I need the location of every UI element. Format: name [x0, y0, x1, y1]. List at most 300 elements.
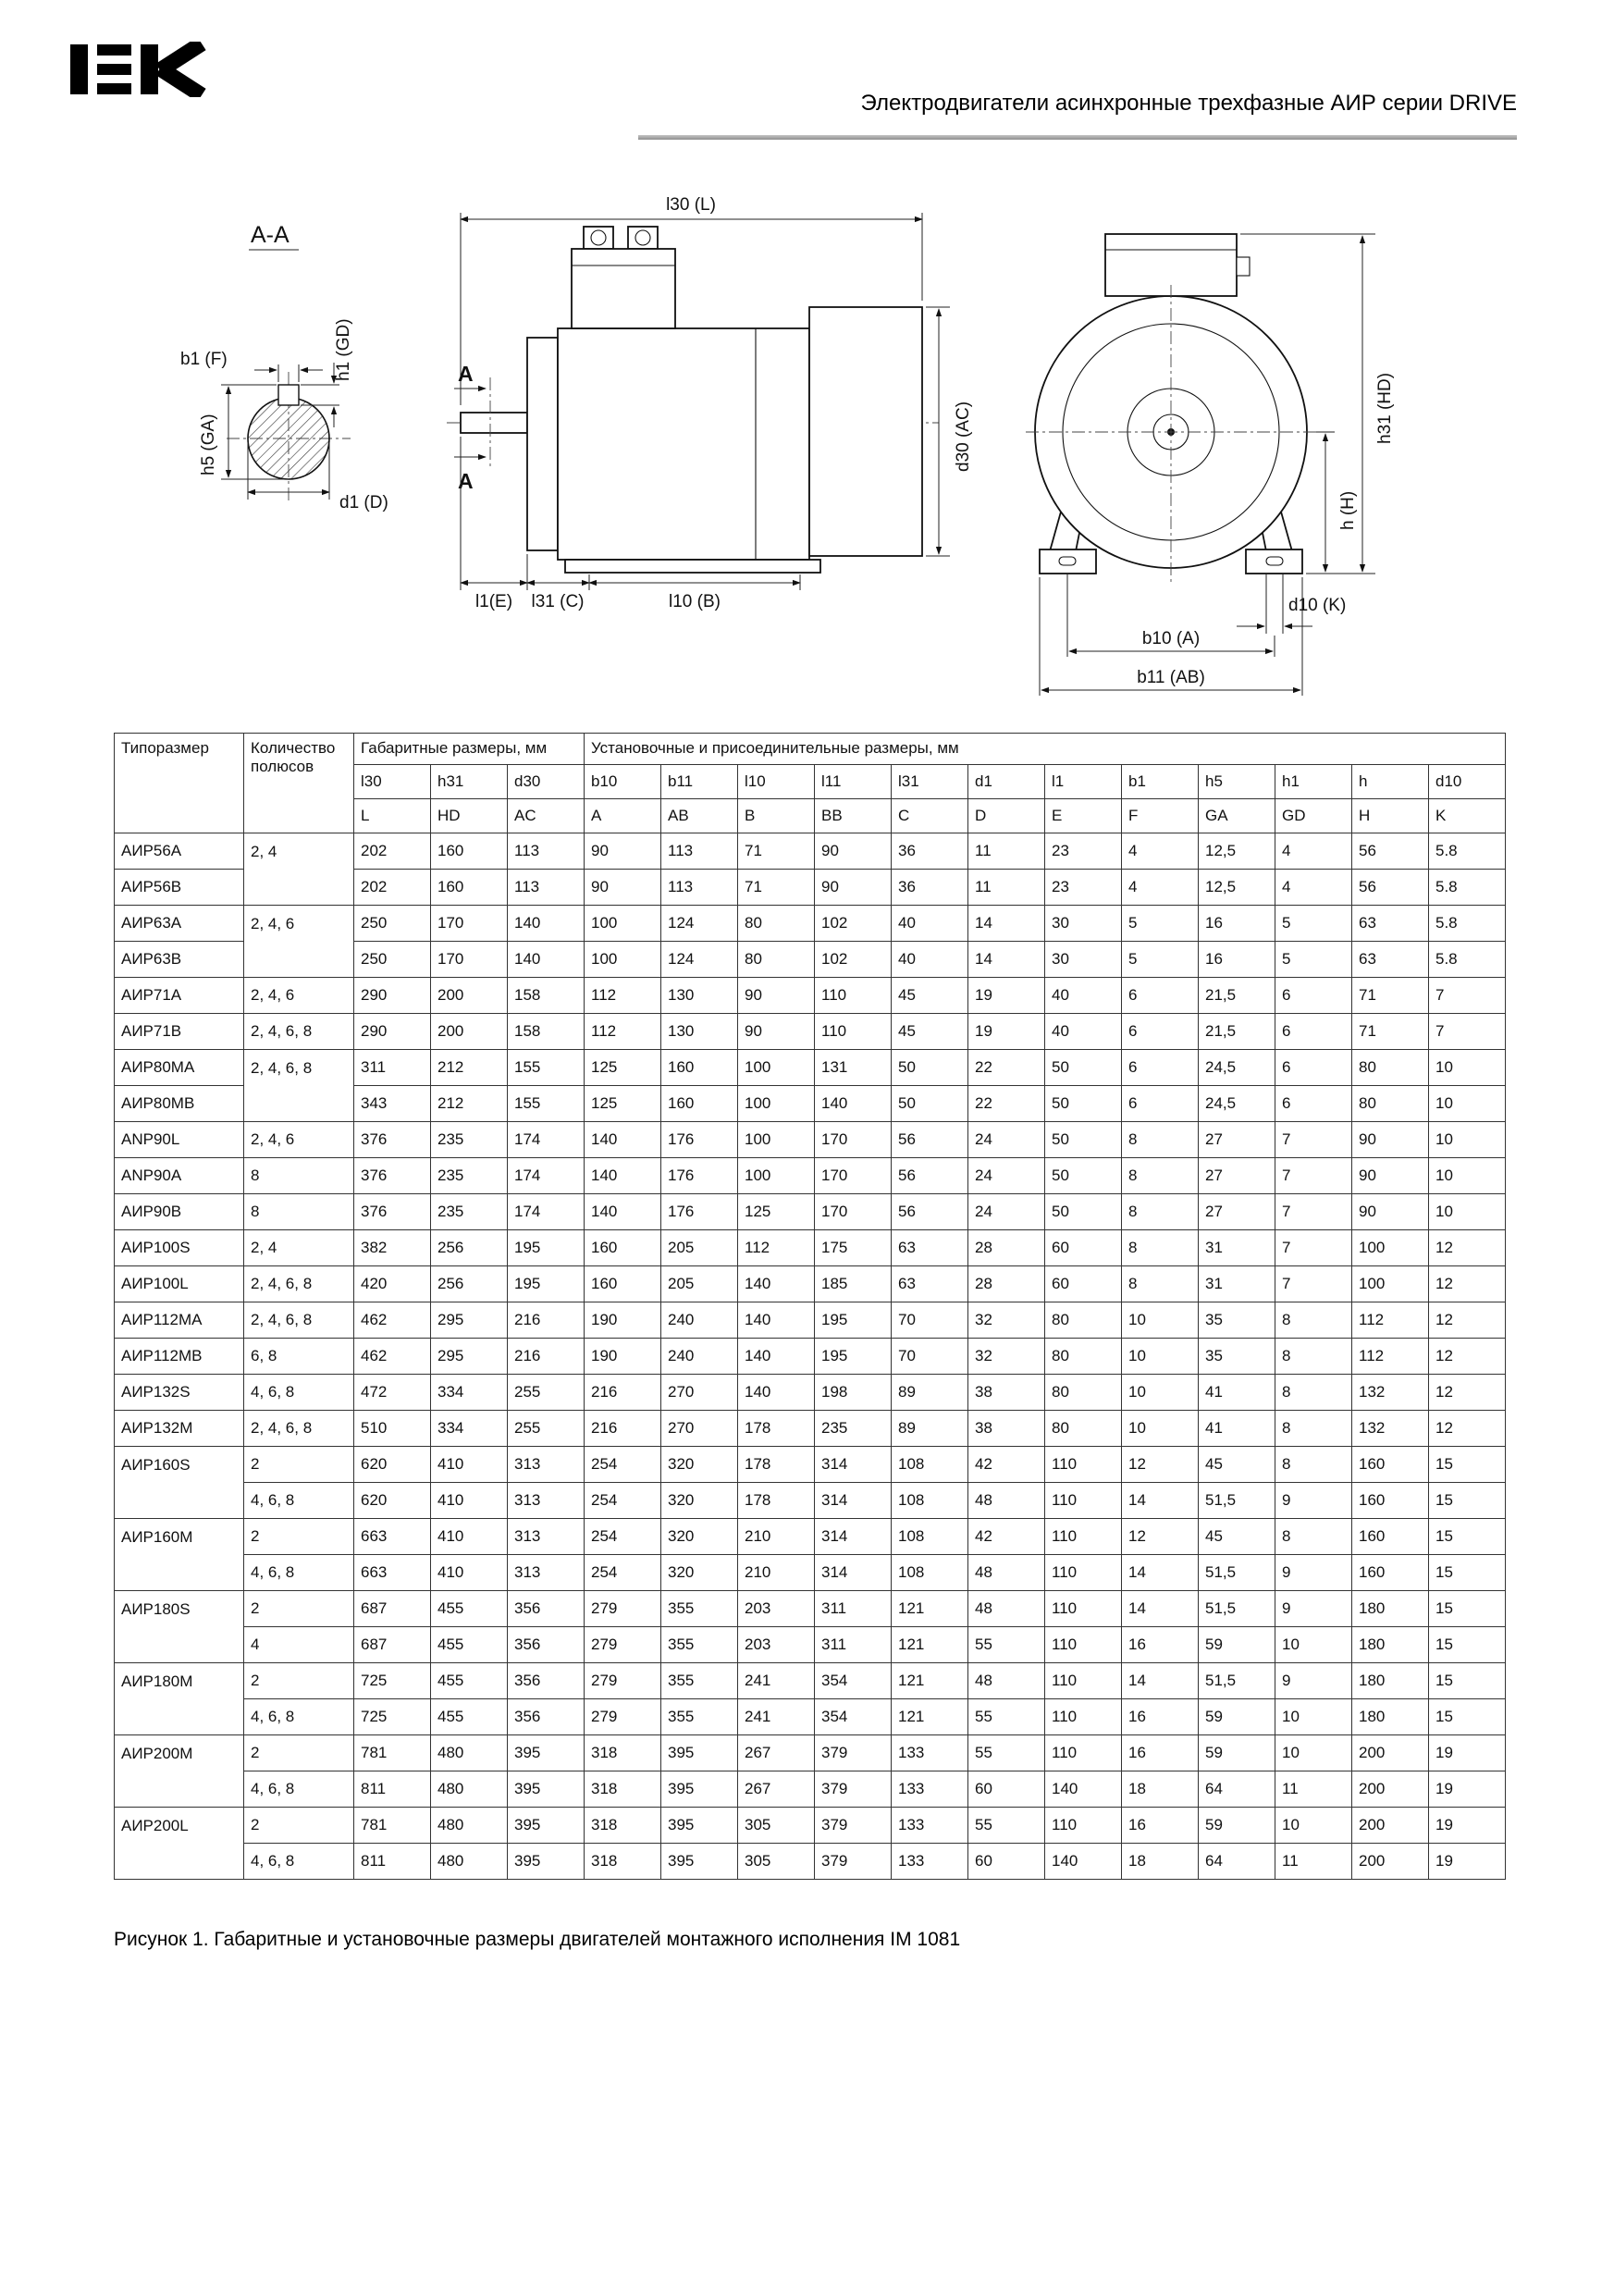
value-cell: 160 — [431, 833, 508, 870]
value-cell: 480 — [431, 1844, 508, 1880]
value-cell: 28 — [968, 1230, 1045, 1266]
value-cell: 160 — [1352, 1519, 1429, 1555]
value-cell: 140 — [815, 1086, 892, 1122]
value-cell: 19 — [1429, 1735, 1506, 1771]
dim-symbol-cell: l31 — [892, 765, 968, 799]
value-cell: 160 — [1352, 1555, 1429, 1591]
shaft-section-circle — [248, 398, 329, 479]
table-row — [115, 1122, 1506, 1158]
value-cell: 90 — [738, 978, 815, 1014]
front-end-shield — [527, 338, 558, 550]
section-mark-a-top: А — [458, 362, 474, 386]
table-row — [115, 1447, 1506, 1483]
value-cell: 295 — [431, 1339, 508, 1375]
value-cell: 9 — [1275, 1591, 1352, 1627]
value-cell: 355 — [661, 1663, 738, 1699]
value-cell: 110 — [1045, 1555, 1122, 1591]
value-cell: 334 — [431, 1411, 508, 1447]
value-cell: 59 — [1199, 1735, 1275, 1771]
value-cell: 725 — [354, 1699, 431, 1735]
value-cell: 176 — [661, 1194, 738, 1230]
poles-cell: 4, 6, 8 — [244, 1771, 354, 1808]
value-cell: 110 — [1045, 1627, 1122, 1663]
value-cell: 38 — [968, 1375, 1045, 1411]
typesize-cell: ANP90L — [115, 1122, 244, 1158]
terminal-box-gland — [1237, 257, 1250, 276]
value-cell: 27 — [1199, 1158, 1275, 1194]
value-cell: 12 — [1429, 1266, 1506, 1302]
typesize-cell: АИР180М — [115, 1663, 244, 1735]
value-cell: 132 — [1352, 1411, 1429, 1447]
dim-letter-cell: C — [892, 799, 968, 833]
value-cell: 16 — [1122, 1808, 1199, 1844]
value-cell: 200 — [1352, 1808, 1429, 1844]
value-cell: 10 — [1275, 1699, 1352, 1735]
value-cell: 108 — [892, 1555, 968, 1591]
dim-symbol-cell: d1 — [968, 765, 1045, 799]
value-cell: 80 — [1352, 1050, 1429, 1086]
value-cell: 70 — [892, 1302, 968, 1339]
value-cell: 89 — [892, 1411, 968, 1447]
value-cell: 250 — [354, 942, 431, 978]
value-cell: 48 — [968, 1663, 1045, 1699]
value-cell: 10 — [1429, 1158, 1506, 1194]
motor-shaft — [461, 413, 527, 433]
value-cell: 7 — [1275, 1158, 1352, 1194]
value-cell: 9 — [1275, 1483, 1352, 1519]
value-cell: 56 — [1352, 870, 1429, 906]
value-cell: 63 — [1352, 906, 1429, 942]
value-cell: 100 — [738, 1158, 815, 1194]
value-cell: 158 — [508, 978, 585, 1014]
value-cell: 480 — [431, 1735, 508, 1771]
table-row — [115, 1663, 1506, 1699]
value-cell: 395 — [661, 1771, 738, 1808]
value-cell: 125 — [738, 1194, 815, 1230]
value-cell: 11 — [968, 870, 1045, 906]
table-row — [115, 1302, 1506, 1339]
table-row — [115, 833, 1506, 870]
value-cell: 7 — [1275, 1266, 1352, 1302]
value-cell: 60 — [968, 1844, 1045, 1880]
value-cell: 311 — [815, 1627, 892, 1663]
typesize-cell: АИР112МВ — [115, 1339, 244, 1375]
value-cell: 11 — [1275, 1771, 1352, 1808]
table-row — [115, 1339, 1506, 1375]
value-cell: 195 — [815, 1302, 892, 1339]
value-cell: 121 — [892, 1699, 968, 1735]
value-cell: 140 — [738, 1302, 815, 1339]
value-cell: 510 — [354, 1411, 431, 1447]
value-cell: 205 — [661, 1230, 738, 1266]
value-cell: 51,5 — [1199, 1555, 1275, 1591]
dimensions-table — [114, 733, 1506, 1880]
value-cell: 31 — [1199, 1266, 1275, 1302]
poles-cell: 2 — [244, 1519, 354, 1555]
typesize-cell: АИР71А — [115, 978, 244, 1014]
value-cell: 48 — [968, 1483, 1045, 1519]
value-cell: 170 — [815, 1122, 892, 1158]
typesize-cell: АИР200М — [115, 1735, 244, 1808]
motor-body — [558, 328, 809, 560]
dim-label-l10: l10 (B) — [669, 592, 721, 611]
value-cell: 36 — [892, 833, 968, 870]
right-foot-slot — [1266, 557, 1283, 565]
value-cell: 90 — [738, 1014, 815, 1050]
value-cell: 90 — [585, 870, 661, 906]
value-cell: 235 — [431, 1158, 508, 1194]
value-cell: 267 — [738, 1735, 815, 1771]
value-cell: 379 — [815, 1771, 892, 1808]
value-cell: 6 — [1275, 1050, 1352, 1086]
value-cell: 132 — [1352, 1375, 1429, 1411]
typesize-cell: АИР56А — [115, 833, 244, 870]
value-cell: 130 — [661, 1014, 738, 1050]
dim-symbol-cell: h5 — [1199, 765, 1275, 799]
typesize-cell: АИР63А — [115, 906, 244, 942]
value-cell: 30 — [1045, 942, 1122, 978]
value-cell: 21,5 — [1199, 1014, 1275, 1050]
value-cell: 314 — [815, 1555, 892, 1591]
typesize-cell: АИР200L — [115, 1808, 244, 1880]
left-foot-slot — [1059, 557, 1076, 565]
value-cell: 100 — [585, 942, 661, 978]
value-cell: 7 — [1275, 1230, 1352, 1266]
value-cell: 18 — [1122, 1771, 1199, 1808]
value-cell: 318 — [585, 1771, 661, 1808]
value-cell: 14 — [1122, 1555, 1199, 1591]
value-cell: 5 — [1122, 906, 1199, 942]
value-cell: 108 — [892, 1519, 968, 1555]
value-cell: 320 — [661, 1555, 738, 1591]
figure-caption: Рисунок 1. Габаритные и установочные размеры двигателей монтажного исполнения IM 1081 — [114, 1929, 961, 1950]
value-cell: 725 — [354, 1663, 431, 1699]
poles-cell: 2, 4, 6 — [244, 906, 354, 978]
value-cell: 216 — [508, 1302, 585, 1339]
value-cell: 313 — [508, 1519, 585, 1555]
poles-cell: 4, 6, 8 — [244, 1699, 354, 1735]
value-cell: 12,5 — [1199, 833, 1275, 870]
value-cell: 59 — [1199, 1627, 1275, 1663]
value-cell: 110 — [1045, 1483, 1122, 1519]
typesize-cell: АИР100S — [115, 1230, 244, 1266]
value-cell: 140 — [585, 1122, 661, 1158]
value-cell: 89 — [892, 1375, 968, 1411]
dim-letter-cell: AC — [508, 799, 585, 833]
value-cell: 7 — [1429, 978, 1506, 1014]
value-cell: 254 — [585, 1519, 661, 1555]
value-cell: 176 — [661, 1122, 738, 1158]
value-cell: 8 — [1275, 1339, 1352, 1375]
value-cell: 71 — [1352, 978, 1429, 1014]
value-cell: 455 — [431, 1663, 508, 1699]
dim-symbol-cell: d10 — [1429, 765, 1506, 799]
value-cell: 160 — [661, 1086, 738, 1122]
value-cell: 63 — [1352, 942, 1429, 978]
value-cell: 64 — [1199, 1771, 1275, 1808]
value-cell: 10 — [1429, 1050, 1506, 1086]
value-cell: 130 — [661, 978, 738, 1014]
value-cell: 133 — [892, 1771, 968, 1808]
value-cell: 379 — [815, 1808, 892, 1844]
value-cell: 102 — [815, 942, 892, 978]
value-cell: 12 — [1122, 1519, 1199, 1555]
value-cell: 110 — [1045, 1808, 1122, 1844]
value-cell: 200 — [1352, 1735, 1429, 1771]
value-cell: 395 — [508, 1771, 585, 1808]
value-cell: 124 — [661, 906, 738, 942]
value-cell: 90 — [1352, 1194, 1429, 1230]
value-cell: 4 — [1275, 870, 1352, 906]
table-row — [115, 1627, 1506, 1663]
table-row — [115, 1014, 1506, 1050]
dim-letter-cell: HD — [431, 799, 508, 833]
value-cell: 235 — [431, 1122, 508, 1158]
value-cell: 70 — [892, 1339, 968, 1375]
header-overall-group: Габаритные размеры, мм — [354, 734, 585, 765]
value-cell: 687 — [354, 1591, 431, 1627]
value-cell: 267 — [738, 1771, 815, 1808]
value-cell: 8 — [1275, 1411, 1352, 1447]
value-cell: 216 — [585, 1411, 661, 1447]
value-cell: 90 — [1352, 1158, 1429, 1194]
table-body — [115, 833, 1506, 1880]
value-cell: 5 — [1275, 942, 1352, 978]
table-row — [115, 1375, 1506, 1411]
value-cell: 14 — [968, 942, 1045, 978]
value-cell: 356 — [508, 1627, 585, 1663]
value-cell: 178 — [738, 1447, 815, 1483]
value-cell: 318 — [585, 1844, 661, 1880]
value-cell: 254 — [585, 1555, 661, 1591]
dim-letter-cell: H — [1352, 799, 1429, 833]
value-cell: 313 — [508, 1483, 585, 1519]
value-cell: 290 — [354, 1014, 431, 1050]
value-cell: 10 — [1122, 1302, 1199, 1339]
poles-cell: 2, 4 — [244, 833, 354, 906]
value-cell: 55 — [968, 1627, 1045, 1663]
dim-letter-cell: B — [738, 799, 815, 833]
value-cell: 5 — [1275, 906, 1352, 942]
value-cell: 14 — [1122, 1483, 1199, 1519]
value-cell: 24 — [968, 1158, 1045, 1194]
dim-symbol-cell: l30 — [354, 765, 431, 799]
table-row — [115, 1050, 1506, 1086]
value-cell: 6 — [1275, 1086, 1352, 1122]
value-cell: 48 — [968, 1591, 1045, 1627]
poles-cell: 2 — [244, 1591, 354, 1627]
value-cell: 8 — [1122, 1194, 1199, 1230]
value-cell: 620 — [354, 1447, 431, 1483]
value-cell: 480 — [431, 1771, 508, 1808]
value-cell: 480 — [431, 1808, 508, 1844]
table-row — [115, 1194, 1506, 1230]
typesize-cell: АИР112МА — [115, 1302, 244, 1339]
value-cell: 195 — [508, 1230, 585, 1266]
value-cell: 113 — [508, 833, 585, 870]
value-cell: 140 — [585, 1158, 661, 1194]
value-cell: 32 — [968, 1302, 1045, 1339]
value-cell: 295 — [431, 1302, 508, 1339]
value-cell: 279 — [585, 1699, 661, 1735]
value-cell: 8 — [1122, 1122, 1199, 1158]
table-row — [115, 1158, 1506, 1194]
poles-cell: 4 — [244, 1627, 354, 1663]
value-cell: 12 — [1429, 1302, 1506, 1339]
value-cell: 160 — [1352, 1483, 1429, 1519]
value-cell: 811 — [354, 1844, 431, 1880]
value-cell: 100 — [1352, 1266, 1429, 1302]
value-cell: 6 — [1122, 1014, 1199, 1050]
value-cell: 255 — [508, 1375, 585, 1411]
value-cell: 180 — [1352, 1591, 1429, 1627]
poles-cell: 2, 4, 6, 8 — [244, 1266, 354, 1302]
value-cell: 15 — [1429, 1519, 1506, 1555]
value-cell: 64 — [1199, 1844, 1275, 1880]
value-cell: 10 — [1122, 1411, 1199, 1447]
value-cell: 663 — [354, 1555, 431, 1591]
value-cell: 311 — [354, 1050, 431, 1086]
value-cell: 16 — [1122, 1699, 1199, 1735]
value-cell: 354 — [815, 1663, 892, 1699]
value-cell: 395 — [508, 1844, 585, 1880]
table-row — [115, 1555, 1506, 1591]
value-cell: 90 — [1352, 1122, 1429, 1158]
value-cell: 19 — [1429, 1771, 1506, 1808]
value-cell: 80 — [1045, 1375, 1122, 1411]
key-slot — [278, 385, 299, 405]
value-cell: 198 — [815, 1375, 892, 1411]
poles-cell: 4, 6, 8 — [244, 1844, 354, 1880]
value-cell: 45 — [1199, 1519, 1275, 1555]
document-title: Электродвигатели асинхронные трехфазные АИР серии DRIVE — [860, 91, 1517, 116]
front-view-drawing — [1026, 234, 1395, 696]
value-cell: 279 — [585, 1663, 661, 1699]
dim-h — [1316, 432, 1358, 572]
value-cell: 203 — [738, 1591, 815, 1627]
value-cell: 31 — [1199, 1230, 1275, 1266]
value-cell: 176 — [661, 1158, 738, 1194]
dim-label-d10: d10 (K) — [1288, 596, 1347, 615]
poles-cell: 2 — [244, 1663, 354, 1699]
typesize-cell: АИР132М — [115, 1411, 244, 1447]
value-cell: 376 — [354, 1158, 431, 1194]
value-cell: 203 — [738, 1627, 815, 1663]
value-cell: 200 — [1352, 1844, 1429, 1880]
dim-symbol-cell: h31 — [431, 765, 508, 799]
dim-letter-cell: D — [968, 799, 1045, 833]
value-cell: 210 — [738, 1519, 815, 1555]
value-cell: 155 — [508, 1086, 585, 1122]
value-cell: 40 — [1045, 1014, 1122, 1050]
value-cell: 113 — [661, 870, 738, 906]
value-cell: 18 — [1122, 1844, 1199, 1880]
value-cell: 60 — [1045, 1230, 1122, 1266]
value-cell: 24,5 — [1199, 1086, 1275, 1122]
value-cell: 4 — [1122, 833, 1199, 870]
value-cell: 11 — [1275, 1844, 1352, 1880]
value-cell: 202 — [354, 833, 431, 870]
dim-label-h1: h1 (GD) — [334, 318, 353, 381]
value-cell: 140 — [508, 942, 585, 978]
value-cell: 8 — [1275, 1519, 1352, 1555]
technical-drawings — [69, 167, 1549, 722]
value-cell: 36 — [892, 870, 968, 906]
dim-d30 — [926, 307, 973, 556]
value-cell: 10 — [1429, 1194, 1506, 1230]
poles-cell: 6, 8 — [244, 1339, 354, 1375]
value-cell: 8 — [1122, 1266, 1199, 1302]
value-cell: 80 — [738, 942, 815, 978]
value-cell: 19 — [1429, 1844, 1506, 1880]
dim-label-l31: l31 (C) — [531, 592, 585, 611]
iek-logo — [70, 42, 209, 97]
value-cell: 455 — [431, 1699, 508, 1735]
value-cell: 6 — [1275, 1014, 1352, 1050]
table-row — [115, 1519, 1506, 1555]
value-cell: 270 — [661, 1375, 738, 1411]
value-cell: 80 — [1045, 1411, 1122, 1447]
value-cell: 12 — [1122, 1447, 1199, 1483]
value-cell: 811 — [354, 1771, 431, 1808]
value-cell: 60 — [1045, 1266, 1122, 1302]
value-cell: 8 — [1122, 1230, 1199, 1266]
value-cell: 10 — [1429, 1086, 1506, 1122]
value-cell: 124 — [661, 942, 738, 978]
dim-letter-cell: BB — [815, 799, 892, 833]
value-cell: 112 — [1352, 1302, 1429, 1339]
value-cell: 178 — [738, 1411, 815, 1447]
value-cell: 56 — [892, 1194, 968, 1230]
value-cell: 113 — [508, 870, 585, 906]
value-cell: 781 — [354, 1808, 431, 1844]
value-cell: 10 — [1122, 1375, 1199, 1411]
dim-letter-cell: A — [585, 799, 661, 833]
value-cell: 140 — [738, 1339, 815, 1375]
value-cell: 100 — [1352, 1230, 1429, 1266]
value-cell: 175 — [815, 1230, 892, 1266]
poles-cell: 4, 6, 8 — [244, 1555, 354, 1591]
value-cell: 395 — [661, 1808, 738, 1844]
value-cell: 23 — [1045, 833, 1122, 870]
typesize-cell: АИР63В — [115, 942, 244, 978]
value-cell: 48 — [968, 1555, 1045, 1591]
section-view-title: А-А — [251, 222, 290, 248]
poles-cell: 8 — [244, 1194, 354, 1230]
poles-cell: 2, 4 — [244, 1230, 354, 1266]
dim-label-b10: b10 (A) — [1141, 629, 1201, 648]
value-cell: 6 — [1122, 978, 1199, 1014]
value-cell: 90 — [815, 833, 892, 870]
dim-symbol-cell: b11 — [661, 765, 738, 799]
value-cell: 200 — [431, 978, 508, 1014]
dim-label-d30: d30 (AC) — [954, 401, 973, 472]
value-cell: 71 — [738, 870, 815, 906]
dim-letter-cell: GD — [1275, 799, 1352, 833]
value-cell: 15 — [1429, 1627, 1506, 1663]
value-cell: 279 — [585, 1627, 661, 1663]
typesize-cell: АИР132S — [115, 1375, 244, 1411]
value-cell: 15 — [1429, 1663, 1506, 1699]
value-cell: 314 — [815, 1519, 892, 1555]
value-cell: 180 — [1352, 1699, 1429, 1735]
value-cell: 241 — [738, 1699, 815, 1735]
value-cell: 178 — [738, 1483, 815, 1519]
value-cell: 10 — [1275, 1808, 1352, 1844]
value-cell: 160 — [661, 1050, 738, 1086]
value-cell: 42 — [968, 1519, 1045, 1555]
dim-symbol-cell: l1 — [1045, 765, 1122, 799]
